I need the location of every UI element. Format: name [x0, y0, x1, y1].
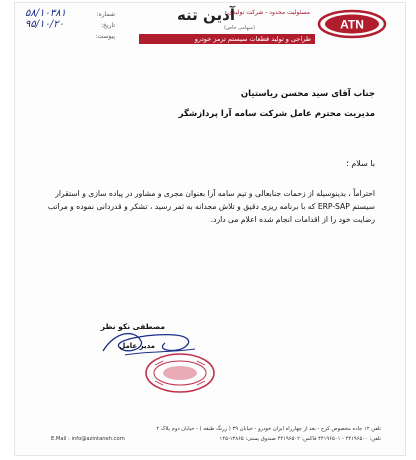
date-label: تاریخ: — [101, 22, 115, 29]
letter-page — [14, 2, 406, 456]
recipient-name: جناب آقای سید محسن ریاستیان — [240, 89, 375, 99]
greeting: با سلام ؛ — [346, 159, 375, 168]
company-stamp — [143, 351, 217, 395]
date-value: ۹۵/۱۰/۲۰ — [25, 19, 64, 30]
number-label: شماره: — [96, 11, 115, 18]
meta-attachment-row — [25, 33, 115, 44]
company-name: آذین تنه — [176, 6, 235, 24]
attachment-label: پیوست: — [95, 33, 115, 40]
meta-date-row — [25, 19, 115, 33]
letter-body: احتراماً ، بدینوسیله از زحمات جنابعالی و تیم سامه آرا بعنوان مجری و مشاور در پیاده سازی و استقرار سیستم ERP-SAP که با برنامه ریزی دقیق و تلاش مجدانه به ثمر رسید ، تشکر و قدردانی نموده و مراتب رضایت خود را از اقدامات انجام شده اعلام می دارد. — [47, 189, 375, 224]
number-value: ۵۸/۱۰۳۸۱ — [25, 8, 66, 19]
company-logo — [317, 9, 387, 39]
company-legal-type: مسئولیت محدود - شرکت تولیدی — [228, 9, 310, 16]
footer-phones: تلفن: ۴۴۱۹۶۵۰۰ - ۴۴۱۹۶۵۰۱ فاکس: ۴۴۱۹۶۵۰۲ صندوق پستی: ۱۳۸۶۵-۱۴۵ — [219, 436, 381, 442]
logo-text: ATN — [340, 17, 364, 32]
letter-meta — [25, 8, 115, 44]
footer-email: E.Mail : info@azintaneh.com — [51, 436, 125, 442]
company-kind: (سهامی خاص) — [223, 25, 255, 31]
footer-address: تلفن ۱۲ جاده مخصوص کرج - بعد از چهارراه ایران خودرو - خیابان ۳۹ ( زرنگ طبقه ) - خیابان دوم پلاک ۲ — [156, 426, 381, 432]
recipient-title: مدیریت محترم عامل شرکت سامه آرا پردازشگر — [178, 109, 375, 119]
signer-name: مصطفی نکو نظر — [100, 322, 165, 331]
signer-role: مدیر عامل — [119, 342, 155, 350]
company-tagline: طراحی و تولید قطعات سیستم ترمز خودرو — [139, 34, 315, 44]
